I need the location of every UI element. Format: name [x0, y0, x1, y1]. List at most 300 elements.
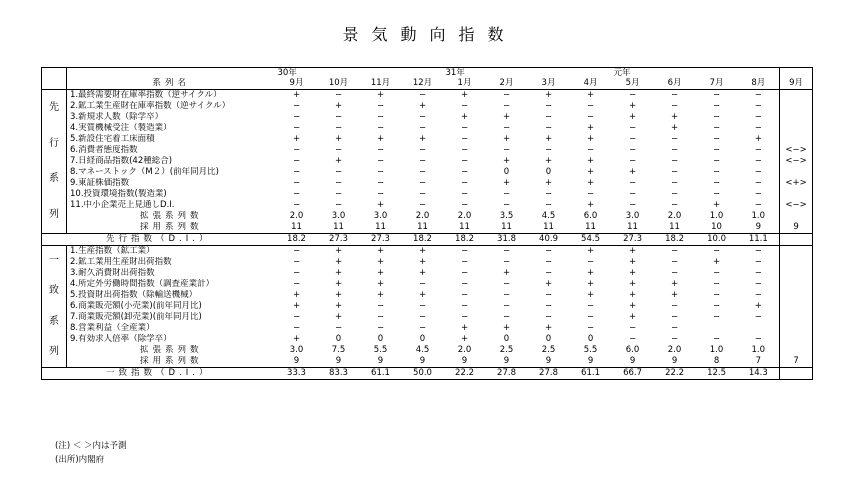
- leading-sign-cell: −: [418, 189, 427, 200]
- coincident-sign-cell: −: [502, 246, 511, 257]
- coincident-sign-cell: −: [670, 268, 679, 279]
- leading-series-name: 3.新規求人数（除学卒）: [70, 112, 164, 123]
- leading-forecast-cell: [780, 90, 813, 102]
- coincident-di-value: 50.0: [402, 368, 444, 380]
- leading-sign-cell: −: [376, 123, 385, 134]
- coincident-adopted-value: 9: [629, 356, 636, 367]
- coincident-di-value: 27.8: [528, 368, 570, 380]
- leading-series-name: 9.東証株価指数: [70, 178, 130, 189]
- leading-series-name: 1.最終需要財在庫率指数（逆サイクル）: [70, 90, 222, 101]
- leading-sign-cell: −: [418, 156, 427, 167]
- leading-forecast-cell: <−>: [780, 145, 813, 156]
- leading-adopted-value: 11: [669, 222, 680, 233]
- leading-forecast-cell: <−>: [780, 200, 813, 211]
- leading-sign-cell: +: [334, 134, 343, 145]
- coincident-sign-cell: −: [628, 323, 637, 334]
- coincident-sign-cell: +: [334, 301, 343, 312]
- coincident-adopted-value: 9: [545, 356, 552, 367]
- coincident-sign-cell: +: [376, 279, 385, 290]
- coincident-adopted-label: 採用系列数: [139, 356, 203, 367]
- coincident-adopted-value: 8: [713, 356, 720, 367]
- leading-sign-cell: 0: [545, 167, 552, 178]
- leading-di-value: 31.8: [486, 234, 528, 246]
- leading-sign-cell: −: [544, 145, 553, 156]
- coincident-sign-cell: +: [628, 246, 637, 257]
- leading-sign-cell: −: [334, 200, 343, 211]
- leading-sign-cell: −: [628, 123, 637, 134]
- leading-expanding-value: 4.5: [541, 211, 556, 222]
- leading-sign-cell: −: [502, 145, 511, 156]
- coincident-sign-cell: +: [544, 323, 553, 334]
- leading-sign-cell: −: [334, 145, 343, 156]
- leading-adopted-last: 9: [780, 222, 813, 234]
- leading-sign-cell: −: [292, 123, 301, 134]
- leading-series-name: 7.日経商品指数(42種総合): [70, 156, 173, 167]
- coincident-sign-cell: +: [334, 290, 343, 301]
- leading-sign-cell: +: [628, 101, 637, 112]
- leading-sign-cell: −: [670, 145, 679, 156]
- coincident-sign-cell: −: [586, 301, 595, 312]
- coincident-di-value: 83.3: [318, 368, 360, 380]
- leading-sign-cell: −: [460, 101, 469, 112]
- page-title: 景気動向指数: [342, 25, 517, 44]
- leading-sign-cell: −: [292, 112, 301, 123]
- leading-sign-cell: +: [376, 200, 385, 211]
- coincident-sign-cell: +: [418, 257, 427, 268]
- leading-sign-cell: +: [460, 90, 469, 101]
- coincident-group-char: 一: [49, 255, 59, 267]
- leading-di-value: 11.1: [738, 234, 780, 246]
- leading-sign-cell: −: [544, 189, 553, 200]
- coincident-sign-cell: −: [628, 334, 637, 345]
- month-header: 11月: [360, 78, 402, 90]
- coincident-sign-cell: −: [544, 257, 553, 268]
- coincident-series-name: 4.所定外労働時間指数（調査産業計）: [70, 279, 215, 290]
- leading-sign-cell: +: [544, 90, 553, 101]
- leading-sign-cell: −: [544, 101, 553, 112]
- coincident-sign-cell: −: [670, 334, 679, 345]
- leading-sign-cell: −: [418, 178, 427, 189]
- coincident-expanding-value: 6.0: [625, 345, 640, 356]
- coincident-series-name: 2.鉱工業用生産財出荷指数: [70, 257, 172, 268]
- leading-sign-cell: −: [544, 112, 553, 123]
- leading-sign-cell: −: [418, 200, 427, 211]
- coincident-forecast-cell: [780, 323, 813, 334]
- coincident-expanding-value: 5.5: [583, 345, 598, 356]
- coincident-sign-cell: +: [586, 279, 595, 290]
- month-header: 7月: [696, 78, 738, 90]
- coincident-series-name: 1.生産指数（鉱工業）: [70, 246, 155, 257]
- coincident-expanding-value: 2.0: [667, 345, 682, 356]
- leading-expanding-value: 3.0: [331, 211, 346, 222]
- coincident-expanding-value: 4.5: [415, 345, 430, 356]
- leading-expanding-label: 拡張系列数: [139, 211, 203, 222]
- leading-sign-cell: −: [376, 189, 385, 200]
- coincident-sign-cell: −: [544, 290, 553, 301]
- coincident-sign-cell: −: [670, 312, 679, 323]
- leading-sign-cell: +: [670, 112, 679, 123]
- coincident-sign-cell: +: [586, 290, 595, 301]
- leading-sign-cell: −: [334, 178, 343, 189]
- leading-sign-cell: −: [670, 156, 679, 167]
- leading-sign-cell: +: [586, 167, 595, 178]
- leading-sign-cell: −: [376, 145, 385, 156]
- leading-sign-cell: −: [460, 145, 469, 156]
- leading-forecast-cell: [780, 101, 813, 112]
- leading-sign-cell: −: [712, 189, 721, 200]
- leading-di-label: 先行指数（D.I.）: [42, 234, 276, 246]
- coincident-group-char: 列: [49, 345, 59, 357]
- coincident-sign-cell: −: [292, 246, 301, 257]
- coincident-sign-cell: +: [502, 323, 511, 334]
- leading-sign-cell: −: [670, 134, 679, 145]
- coincident-sign-cell: −: [544, 246, 553, 257]
- coincident-expanding-value: 3.0: [289, 345, 304, 356]
- coincident-di-value: 22.2: [444, 368, 486, 380]
- leading-sign-cell: −: [334, 167, 343, 178]
- month-header: 3月: [528, 78, 570, 90]
- leading-sign-cell: +: [544, 156, 553, 167]
- leading-sign-cell: −: [502, 189, 511, 200]
- leading-expanding-value: 6.0: [583, 211, 598, 222]
- coincident-sign-cell: −: [754, 290, 762, 301]
- leading-sign-cell: −: [628, 189, 637, 200]
- coincident-sign-cell: −: [670, 257, 679, 268]
- coincident-sign-cell: +: [670, 290, 679, 301]
- coincident-sign-cell: −: [502, 301, 511, 312]
- leading-di-value: 27.3: [360, 234, 402, 246]
- coincident-di-value: 22.2: [654, 368, 696, 380]
- coincident-sign-cell: −: [712, 246, 721, 257]
- leading-sign-cell: −: [754, 101, 762, 112]
- coincident-sign-cell: −: [502, 290, 511, 301]
- coincident-sign-cell: +: [292, 334, 301, 345]
- leading-expanding-value: 1.0: [751, 211, 766, 222]
- leading-di-value: 40.9: [528, 234, 570, 246]
- coincident-sign-cell: −: [544, 312, 553, 323]
- leading-sign-cell: +: [586, 134, 595, 145]
- coincident-di-value: 66.7: [612, 368, 654, 380]
- coincident-sign-cell: −: [586, 312, 595, 323]
- leading-sign-cell: −: [460, 123, 469, 134]
- coincident-adopted-value: 9: [461, 356, 468, 367]
- leading-adopted-value: 11: [333, 222, 344, 233]
- leading-sign-cell: +: [334, 101, 343, 112]
- leading-sign-cell: −: [712, 156, 721, 167]
- leading-expanding-last: [780, 211, 813, 222]
- coincident-forecast-cell: [780, 334, 813, 345]
- leading-sign-cell: −: [712, 101, 721, 112]
- coincident-adopted-value: 9: [377, 356, 384, 367]
- leading-di-last: [780, 234, 813, 246]
- leading-sign-cell: −: [376, 167, 385, 178]
- coincident-sign-cell: −: [586, 323, 595, 334]
- leading-sign-cell: −: [502, 200, 511, 211]
- leading-forecast-cell: [780, 112, 813, 123]
- coincident-sign-cell: +: [712, 257, 721, 268]
- group-header-blank: [42, 78, 67, 90]
- leading-sign-cell: −: [292, 178, 301, 189]
- leading-expanding-value: 3.0: [625, 211, 640, 222]
- leading-sign-cell: −: [460, 167, 469, 178]
- leading-sign-cell: −: [754, 112, 762, 123]
- coincident-expanding-value: 5.5: [373, 345, 388, 356]
- leading-sign-cell: −: [628, 145, 637, 156]
- coincident-forecast-cell: [780, 257, 813, 268]
- leading-sign-cell: +: [544, 178, 553, 189]
- month-header: 2月: [486, 78, 528, 90]
- coincident-di-value: 12.5: [696, 368, 738, 380]
- coincident-sign-cell: +: [334, 246, 343, 257]
- leading-di-value: 18.2: [654, 234, 696, 246]
- coincident-sign-cell: +: [292, 301, 301, 312]
- leading-sign-cell: +: [670, 123, 679, 134]
- group-header-blank: [42, 68, 67, 79]
- leading-adopted-value: 11: [501, 222, 512, 233]
- leading-sign-cell: −: [334, 90, 343, 101]
- leading-di-value: 18.2: [444, 234, 486, 246]
- leading-sign-cell: −: [712, 134, 721, 145]
- coincident-sign-cell: [696, 323, 738, 334]
- leading-expanding-value: 2.0: [289, 211, 304, 222]
- leading-expanding-value: 1.0: [709, 211, 724, 222]
- coincident-di-value: 61.1: [570, 368, 612, 380]
- leading-sign-cell: −: [460, 200, 469, 211]
- leading-group-char: 行: [49, 137, 59, 149]
- series-header-blank: [67, 68, 276, 79]
- coincident-sign-cell: −: [376, 301, 385, 312]
- coincident-sign-cell: +: [376, 290, 385, 301]
- coincident-sign-cell: +: [376, 257, 385, 268]
- coincident-di-label: 一致指数（D.I.）: [42, 368, 276, 380]
- leading-sign-cell: −: [670, 200, 679, 211]
- note-forecast: (注) ＜ ＞内は予測: [55, 441, 127, 451]
- leading-sign-cell: −: [754, 189, 762, 200]
- coincident-sign-cell: −: [670, 323, 679, 334]
- series-name-header: 系列名: [67, 78, 276, 90]
- leading-forecast-cell: [780, 167, 813, 178]
- leading-sign-cell: −: [292, 145, 301, 156]
- coincident-sign-cell: +: [334, 257, 343, 268]
- indicator-table: [41, 67, 813, 380]
- leading-sign-cell: −: [586, 101, 595, 112]
- leading-sign-cell: −: [670, 101, 679, 112]
- leading-sign-cell: +: [628, 167, 637, 178]
- coincident-group-char: 致: [49, 285, 59, 297]
- leading-sign-cell: −: [544, 123, 553, 134]
- coincident-adopted-value: 9: [671, 356, 678, 367]
- month-header: 6月: [654, 78, 696, 90]
- coincident-sign-cell: −: [754, 257, 762, 268]
- coincident-adopted-value: 7: [755, 356, 761, 367]
- coincident-expanding-label: 拡張系列数: [139, 345, 203, 356]
- coincident-forecast-cell: [780, 290, 813, 301]
- coincident-sign-cell: −: [544, 301, 553, 312]
- coincident-forecast-cell: [780, 301, 813, 312]
- leading-sign-cell: +: [586, 123, 595, 134]
- leading-sign-cell: −: [376, 112, 385, 123]
- leading-sign-cell: −: [754, 200, 762, 211]
- leading-sign-cell: −: [712, 112, 721, 123]
- month-header: 4月: [570, 78, 612, 90]
- leading-sign-cell: −: [544, 200, 553, 211]
- last-col-blank: [780, 68, 813, 79]
- coincident-sign-cell: 0: [419, 334, 426, 345]
- coincident-sign-cell: +: [418, 290, 427, 301]
- coincident-expanding-value: 2.5: [541, 345, 556, 356]
- leading-adopted-value: 9: [755, 222, 761, 233]
- leading-sign-cell: −: [376, 156, 385, 167]
- leading-sign-cell: −: [418, 112, 427, 123]
- leading-sign-cell: −: [460, 156, 469, 167]
- leading-sign-cell: −: [670, 90, 679, 101]
- leading-di-value: 18.2: [402, 234, 444, 246]
- coincident-sign-cell: +: [628, 312, 637, 323]
- leading-sign-cell: +: [292, 134, 301, 145]
- leading-sign-cell: +: [418, 134, 427, 145]
- coincident-di-value: 61.1: [360, 368, 402, 380]
- leading-group-label: [42, 90, 67, 234]
- coincident-sign-cell: +: [460, 334, 469, 345]
- leading-sign-cell: +: [502, 156, 511, 167]
- leading-sign-cell: −: [292, 156, 301, 167]
- coincident-sign-cell: +: [502, 268, 511, 279]
- coincident-series-name: 9.有効求人倍率（除学卒）: [70, 334, 172, 345]
- leading-sign-cell: +: [628, 112, 637, 123]
- coincident-series-name: 5.投資財出荷指数（除輸送機械）: [70, 290, 198, 301]
- leading-adopted-value: 11: [627, 222, 638, 233]
- leading-series-name: 6.消費者態度指数: [70, 145, 138, 156]
- leading-sign-cell: 0: [503, 167, 510, 178]
- leading-group-char: 列: [49, 209, 59, 221]
- leading-series-name: 10.投資環境指数(製造業): [70, 189, 167, 200]
- coincident-sign-cell: −: [544, 268, 553, 279]
- month-header: 1月: [444, 78, 486, 90]
- coincident-expanding-value: 1.0: [709, 345, 724, 356]
- month-header: 5月: [612, 78, 654, 90]
- coincident-sign-cell: −: [754, 246, 762, 257]
- coincident-sign-cell: +: [628, 301, 637, 312]
- leading-sign-cell: −: [586, 145, 595, 156]
- coincident-sign-cell: −: [754, 334, 762, 345]
- leading-sign-cell: −: [292, 189, 301, 200]
- coincident-sign-cell: −: [586, 257, 595, 268]
- leading-sign-cell: −: [460, 134, 469, 145]
- leading-sign-cell: +: [334, 156, 343, 167]
- leading-sign-cell: −: [670, 167, 679, 178]
- leading-sign-cell: +: [586, 200, 595, 211]
- coincident-sign-cell: −: [712, 301, 721, 312]
- coincident-sign-cell: −: [460, 268, 469, 279]
- leading-sign-cell: −: [712, 123, 721, 134]
- leading-sign-cell: +: [586, 178, 595, 189]
- leading-sign-cell: +: [502, 112, 511, 123]
- leading-expanding-value: 2.0: [457, 211, 472, 222]
- coincident-sign-cell: +: [334, 312, 343, 323]
- coincident-sign-cell: 0: [587, 334, 594, 345]
- leading-di-value: 27.3: [318, 234, 360, 246]
- leading-adopted-value: 11: [417, 222, 428, 233]
- leading-expanding-value: 3.5: [499, 211, 514, 222]
- leading-sign-cell: −: [628, 178, 637, 189]
- leading-sign-cell: −: [628, 134, 637, 145]
- year-label-gannen: 元年: [612, 68, 780, 79]
- coincident-sign-cell: [738, 323, 780, 334]
- coincident-sign-cell: −: [502, 257, 511, 268]
- coincident-adopted-value: 9: [293, 356, 300, 367]
- coincident-sign-cell: +: [460, 323, 469, 334]
- coincident-adopted-value: 9: [503, 356, 510, 367]
- coincident-sign-cell: −: [418, 279, 427, 290]
- leading-expanding-value: 3.0: [373, 211, 388, 222]
- leading-sign-cell: −: [376, 178, 385, 189]
- leading-sign-cell: −: [334, 189, 343, 200]
- leading-sign-cell: −: [460, 189, 469, 200]
- leading-series-name: 4.実質機械受注（製造業）: [70, 123, 172, 134]
- leading-sign-cell: −: [628, 90, 637, 101]
- coincident-forecast-cell: [780, 279, 813, 290]
- leading-sign-cell: −: [334, 112, 343, 123]
- leading-di-value: 10.0: [696, 234, 738, 246]
- leading-sign-cell: +: [586, 156, 595, 167]
- coincident-sign-cell: +: [754, 301, 762, 312]
- leading-adopted-value: 11: [375, 222, 386, 233]
- coincident-sign-cell: −: [712, 290, 721, 301]
- month-header: 12月: [402, 78, 444, 90]
- coincident-sign-cell: −: [460, 279, 469, 290]
- leading-adopted-value: 11: [543, 222, 554, 233]
- coincident-adopted-value: 9: [335, 356, 342, 367]
- coincident-sign-cell: −: [670, 246, 679, 257]
- coincident-sign-cell: −: [460, 290, 469, 301]
- coincident-sign-cell: +: [628, 279, 637, 290]
- coincident-expanding-value: 2.5: [499, 345, 514, 356]
- coincident-sign-cell: −: [418, 301, 427, 312]
- coincident-sign-cell: −: [670, 301, 679, 312]
- leading-forecast-cell: <+>: [780, 178, 813, 189]
- leading-sign-cell: −: [418, 167, 427, 178]
- year-label-30: 30年: [276, 68, 444, 79]
- coincident-expanding-last: [780, 345, 813, 356]
- coincident-di-value: 27.8: [486, 368, 528, 380]
- coincident-sign-cell: +: [544, 279, 553, 290]
- coincident-sign-cell: −: [292, 279, 301, 290]
- leading-series-name: 8.マネーストック（M２）(前年同月比): [70, 167, 219, 178]
- leading-series-name: 11.中小企業売上見通しD.I.: [70, 200, 175, 211]
- leading-sign-cell: −: [628, 156, 637, 167]
- coincident-sign-cell: −: [292, 312, 301, 323]
- leading-sign-cell: +: [502, 134, 511, 145]
- coincident-sign-cell: −: [502, 279, 511, 290]
- leading-sign-cell: +: [544, 134, 553, 145]
- month-header: 9月: [276, 78, 318, 90]
- leading-sign-cell: +: [418, 101, 427, 112]
- leading-sign-cell: −: [754, 178, 762, 189]
- coincident-sign-cell: −: [292, 268, 301, 279]
- leading-sign-cell: −: [292, 200, 301, 211]
- coincident-forecast-cell: [780, 246, 813, 258]
- leading-sign-cell: −: [334, 123, 343, 134]
- coincident-sign-cell: +: [628, 290, 637, 301]
- leading-sign-cell: −: [754, 123, 762, 134]
- leading-group-char: 系: [49, 173, 59, 185]
- coincident-sign-cell: −: [754, 268, 762, 279]
- leading-di-value: 54.5: [570, 234, 612, 246]
- leading-group-char: 先: [49, 101, 59, 113]
- coincident-adopted-last: 7: [780, 356, 813, 368]
- coincident-sign-cell: 0: [335, 334, 342, 345]
- leading-sign-cell: −: [754, 90, 762, 101]
